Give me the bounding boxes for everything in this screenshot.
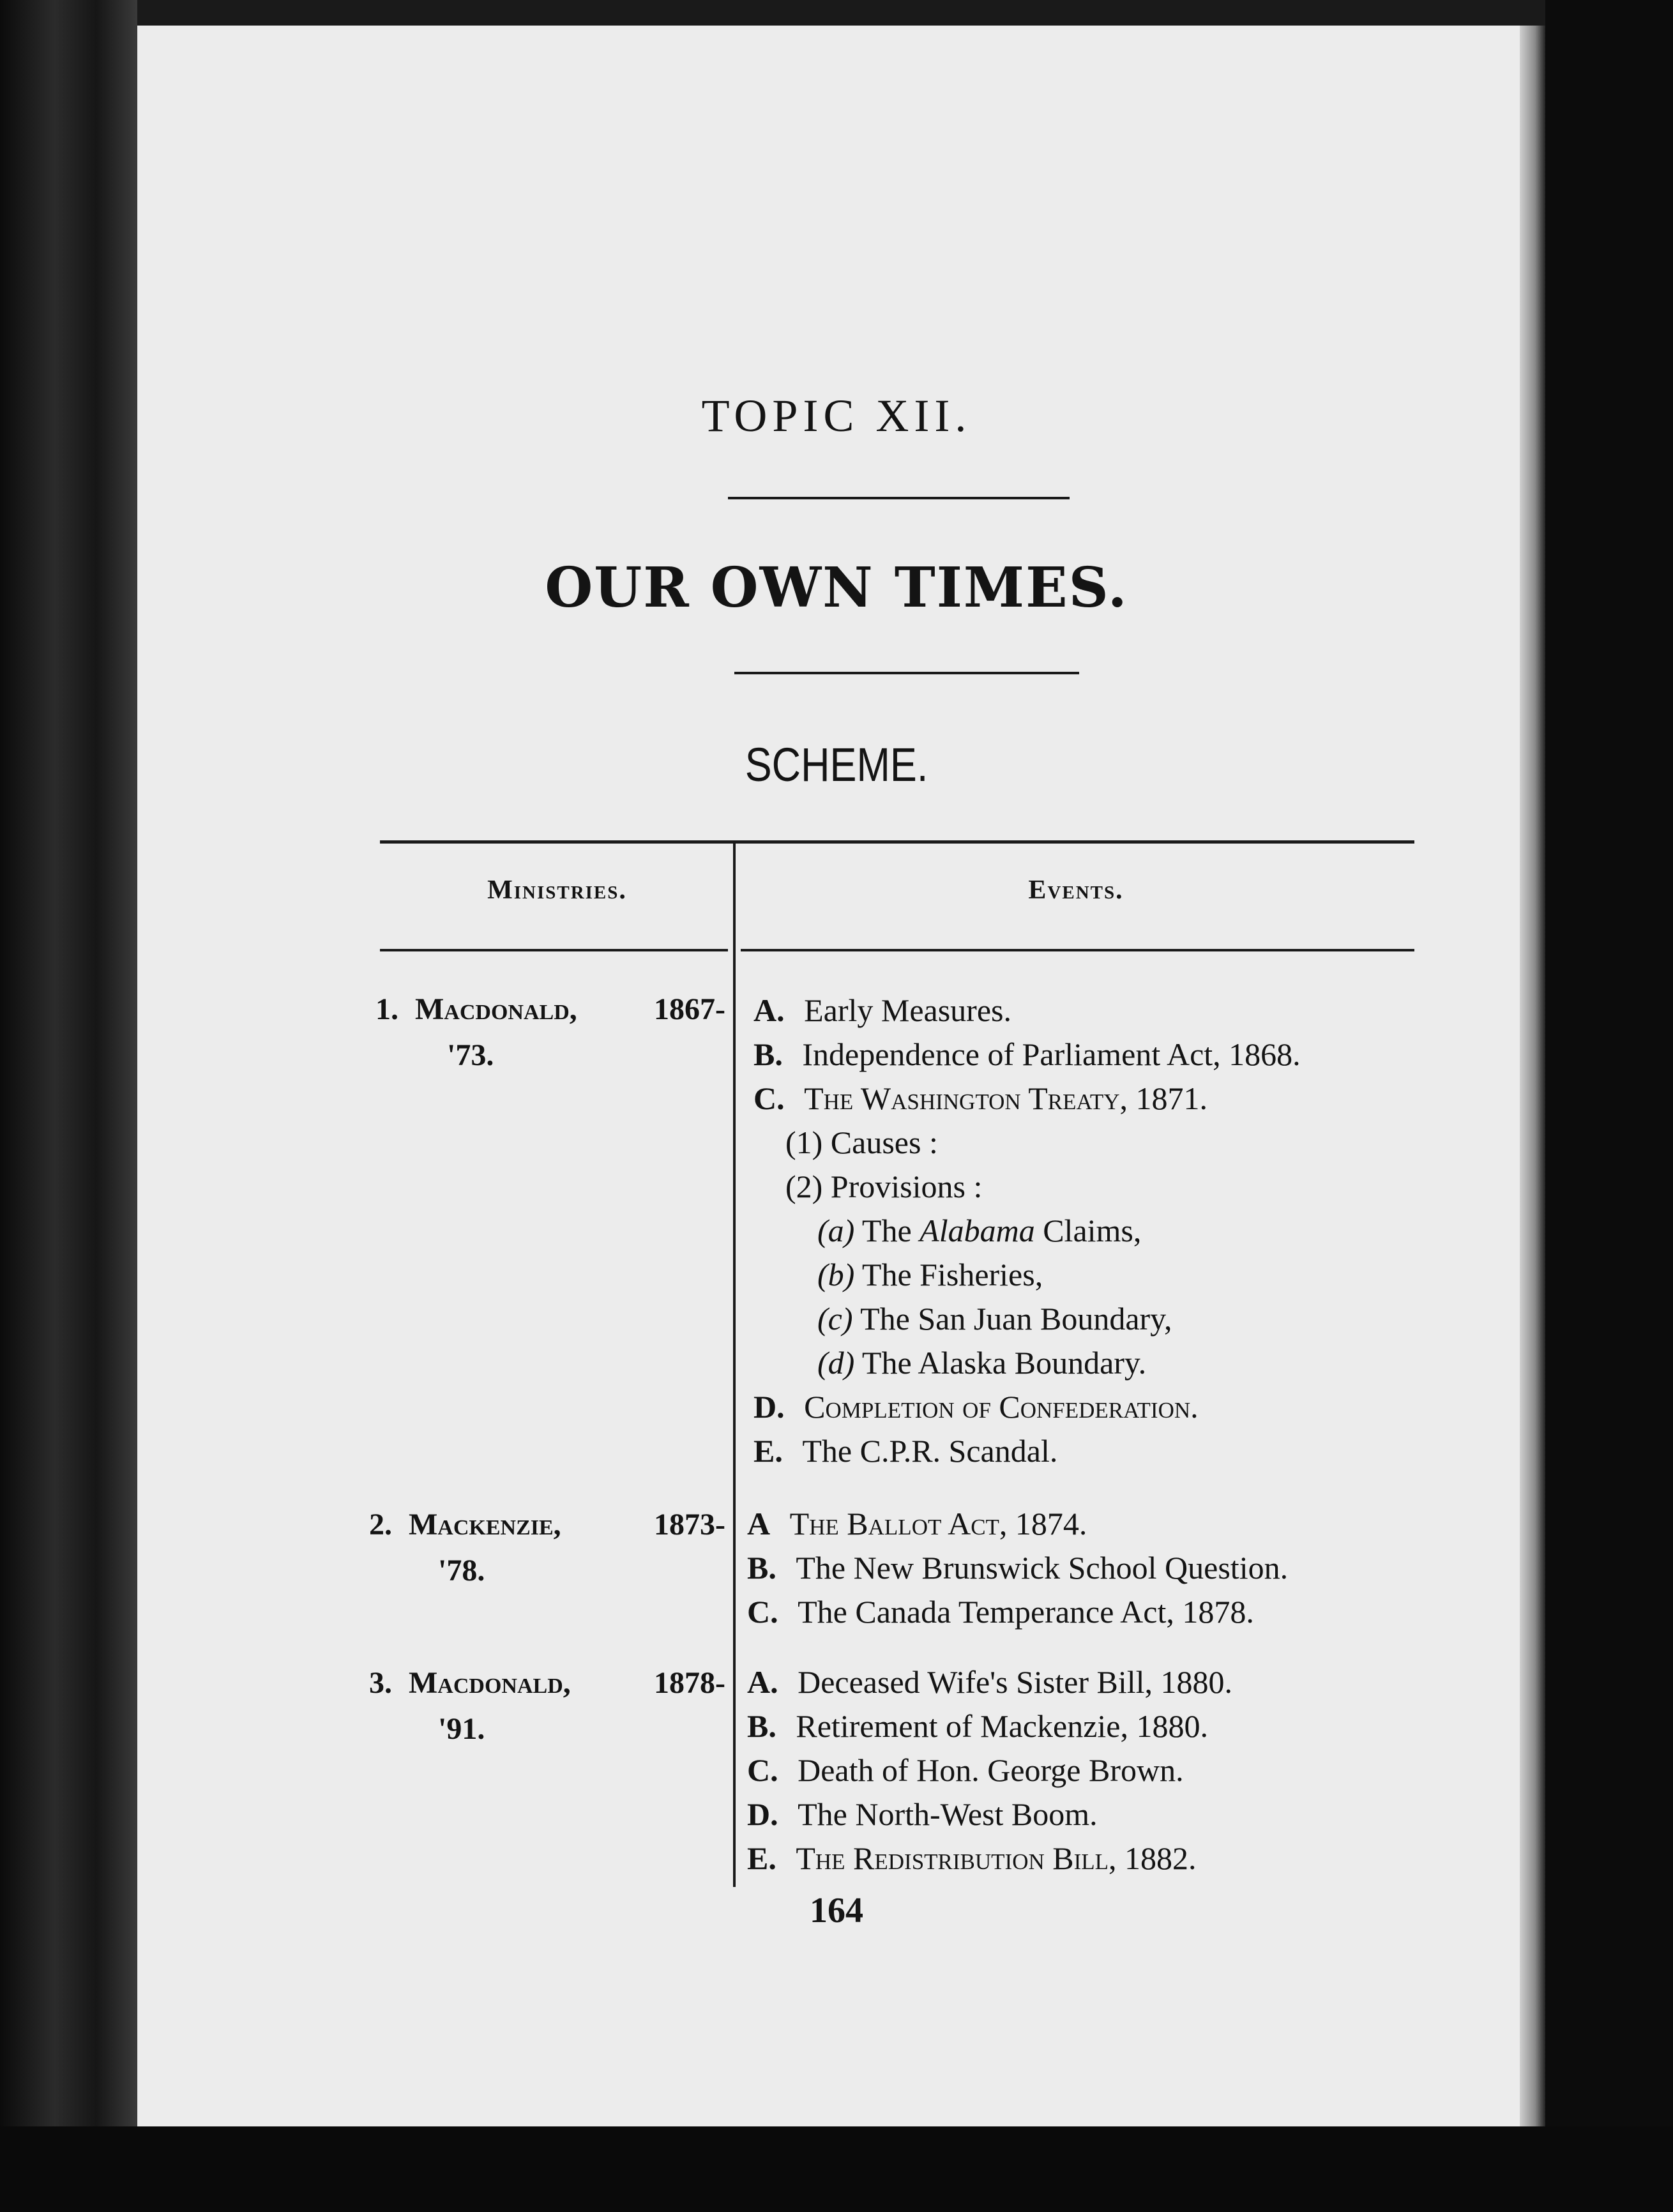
- events-group-1: [753, 989, 1301, 1473]
- event-subitem: (2) Provisions :: [785, 1169, 983, 1204]
- ministry-1: [375, 987, 733, 1079]
- event-item: A. Early Measures.: [753, 992, 1011, 1028]
- book-binding-right: [1545, 0, 1673, 2212]
- event-subsubitem: (a) The Alabama Claims,: [817, 1213, 1142, 1248]
- ministry-name: Macdonald,: [415, 992, 577, 1026]
- ministry-number: 1.: [375, 992, 398, 1026]
- ministry-years-end: '73.: [447, 1038, 494, 1072]
- ministry-years-end: '78.: [438, 1554, 485, 1587]
- scheme-heading: SCHEME.: [745, 738, 928, 791]
- scan-bottom-border: [0, 2126, 1673, 2212]
- rule-upper: [728, 497, 1070, 499]
- ministry-number: 3.: [369, 1666, 392, 1700]
- event-item: E. The C.P.R. Scandal.: [753, 1433, 1058, 1469]
- topic-heading: TOPIC XII.: [701, 390, 972, 441]
- event-item: C. Death of Hon. George Brown.: [747, 1752, 1184, 1788]
- ministry-name: Mackenzie,: [409, 1508, 561, 1542]
- events-column-header: Events.: [1028, 875, 1124, 905]
- events-group-2: [747, 1502, 1288, 1634]
- event-subitem: (1) Causes :: [785, 1125, 938, 1160]
- event-item: B. The New Brunswick School Question.: [747, 1550, 1289, 1586]
- book-binding-left: [0, 0, 137, 2212]
- header-rule-left: [380, 949, 728, 951]
- ministry-years-end: '91.: [438, 1712, 485, 1746]
- event-item: B. Retirement of Mackenzie, 1880.: [747, 1708, 1208, 1744]
- ministry-years: 1867-: [654, 992, 725, 1026]
- page-title: OUR OWN TIMES.: [545, 556, 1128, 620]
- ministry-years: 1873-: [654, 1508, 725, 1542]
- ministry-2: [369, 1502, 733, 1594]
- ministry-3: [369, 1660, 733, 1752]
- rule-lower: [734, 672, 1079, 674]
- event-item: A The Ballot Act, 1874.: [747, 1506, 1087, 1542]
- event-item: D. The North-West Boom.: [747, 1796, 1098, 1832]
- event-item: A. Deceased Wife's Sister Bill, 1880.: [747, 1664, 1233, 1700]
- ministry-number: 2.: [369, 1508, 392, 1542]
- event-item: B. Independence of Parliament Act, 1868.: [753, 1036, 1301, 1072]
- table-top-rule: [380, 840, 1414, 844]
- event-item: C. The Canada Temperance Act, 1878.: [747, 1594, 1254, 1630]
- event-item: E. The Redistribution Bill, 1882.: [747, 1840, 1197, 1876]
- column-divider: [733, 843, 736, 1887]
- event-item: C. The Washington Treaty, 1871.: [753, 1080, 1208, 1116]
- event-subsubitem: (b) The Fisheries,: [817, 1257, 1043, 1292]
- header-rule-right: [741, 949, 1414, 951]
- page-number: 164: [810, 1891, 863, 1930]
- event-item: D. Completion of Confederation.: [753, 1389, 1199, 1425]
- ministry-name: Macdonald,: [409, 1666, 571, 1700]
- ministries-column-header: Ministries.: [487, 875, 627, 905]
- ministry-years: 1878-: [654, 1666, 725, 1700]
- event-subsubitem: (c) The San Juan Boundary,: [817, 1301, 1172, 1337]
- page-edge-shadow: [1520, 26, 1545, 2126]
- event-subsubitem: (d) The Alaska Boundary.: [817, 1345, 1147, 1381]
- events-group-3: [747, 1660, 1232, 1881]
